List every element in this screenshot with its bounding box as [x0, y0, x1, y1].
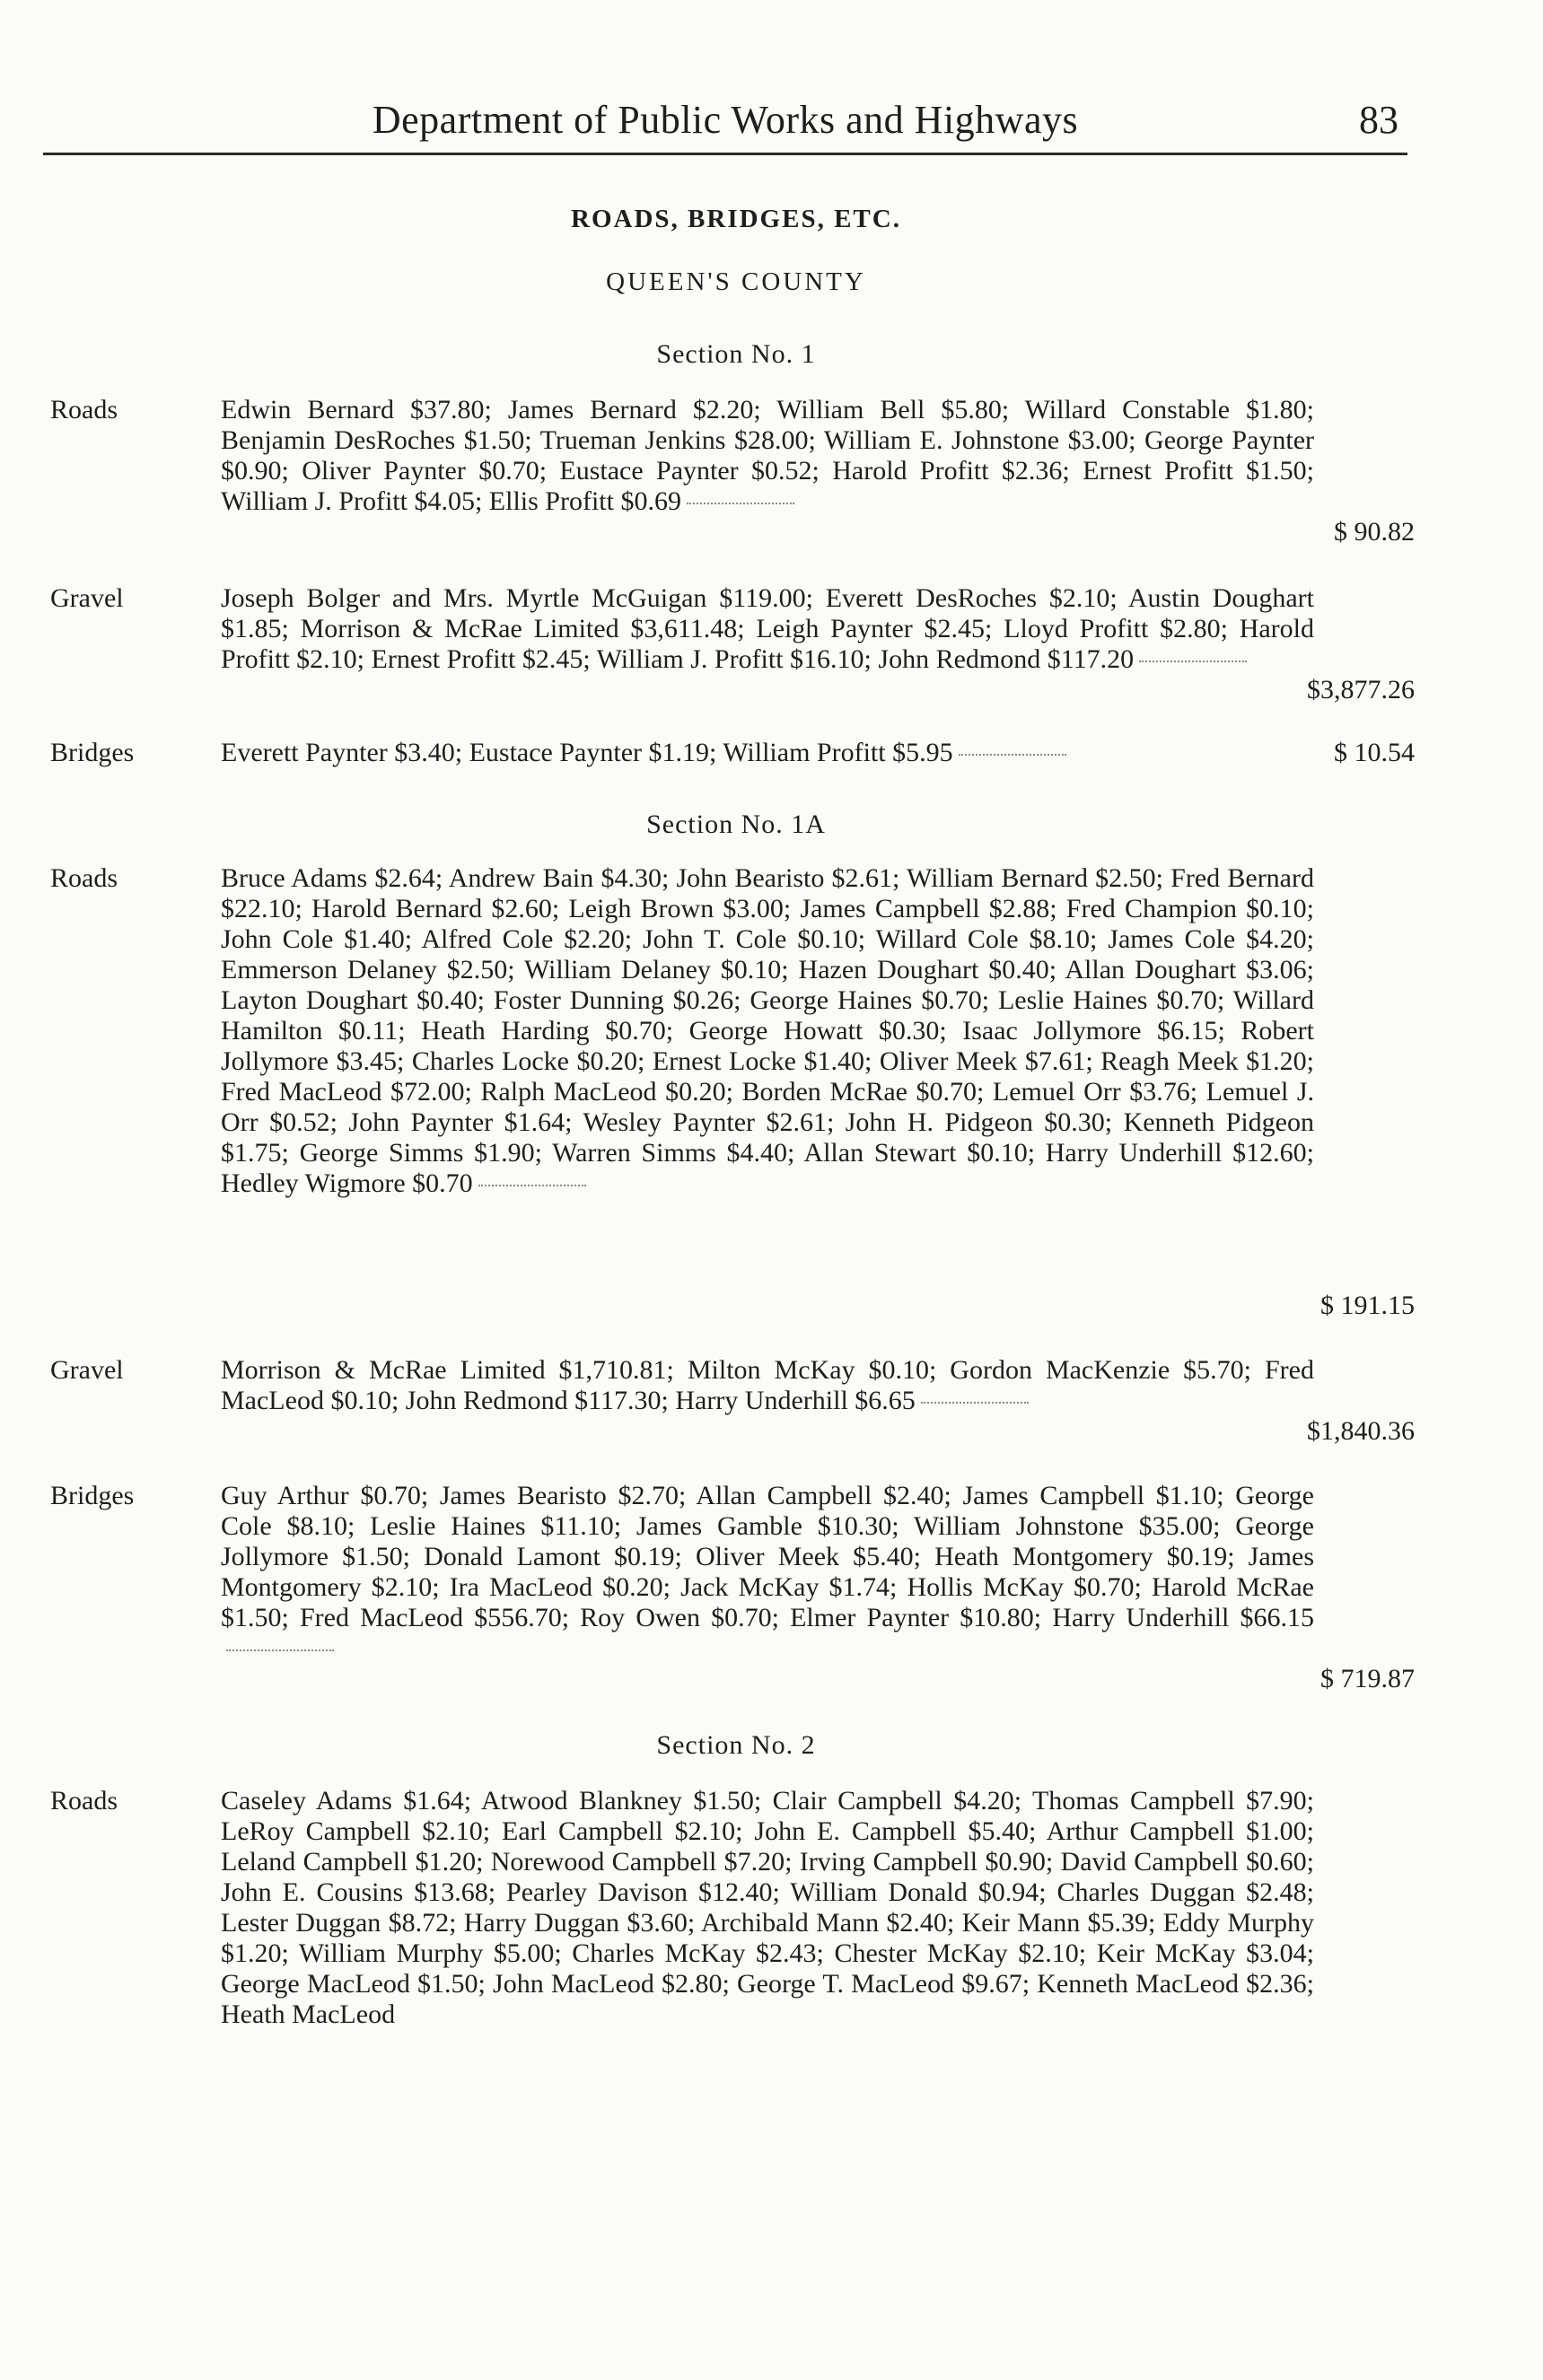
county-heading: QUEEN'S COUNTY: [606, 267, 866, 296]
section-title: Section No. 1: [656, 339, 816, 369]
entry-total: $ 719.87: [1320, 1664, 1415, 1693]
section-title: Section No. 2: [656, 1730, 816, 1760]
entry-text: Bruce Adams $2.64; Andrew Bain $4.30; John Bearisto $2.61; William Bernard $2.50; Fred Bernard $22.10; Harold Bernard $2.60; Leigh Brown $3.00; James Campbell $2.88; Fred Champion $0.10; John Cole $1.40; Alfred Cole $2.20; John T. Cole $0.10; Willard Cole $8.10; James Cole $4.20; Emmerson Delaney $2.50; William Delaney $0.10; Hazen Doughart $0.40; Allan Doughart $3.06; Layton Doughart $0.40; Foster Dunning $0.26; George Haines $0.70; Leslie Haines $0.70; Willard Hamilton $0.11; Heath Harding $0.70; George Howatt $0.30; Isaac Jollymore $6.15; Robert Jollymore $3.45; Charles Locke $0.20; Ernest Locke $1.40; Oliver Meek $7.61; Reagh Meek $1.20; Fred MacLeod $72.00; Ralph MacLeod $0.20; Borden McRae $0.70; Lemuel Orr $3.76; Lemuel J. Orr $0.52; John Paynter $1.64; Wesley Paynter $2.61; John H. Pidgeon $0.30; Kenneth Pidgeon $1.75; George Simms $1.90; Warren Simms $4.40; Allan Stewart $0.10; Harry Underhill $12.60; Hedley Wigmore $0.70: [221, 863, 1314, 1198]
entry-label: Roads: [50, 395, 118, 424]
entry-total: $ 10.54: [1334, 738, 1415, 767]
entry-label: Gravel: [50, 1355, 124, 1385]
header-title: Department of Public Works and Highways: [372, 98, 1079, 142]
running-header: [43, 90, 1407, 155]
entry-label: Bridges: [50, 738, 135, 767]
entry-label: Roads: [50, 1786, 118, 1816]
page-number: 83: [1359, 98, 1398, 142]
section-title: Section No. 1A: [646, 809, 826, 839]
entry-label: Gravel: [50, 583, 124, 613]
entry-text: Caseley Adams $1.64; Atwood Blankney $1.50; Clair Campbell $4.20; Thomas Campbell $7.90; LeRoy Campbell $2.10; Earl Campbell $2.10; John E. Campbell $5.40; Arthur Campbell $1.00; Leland Campbell $1.20; Norewood Campbell $7.20; Irving Campbell $0.90; David Campbell $0.60; John E. Cousins $13.68; Pearley Davison $12.40; William Donald $0.94; Charles Duggan $2.48; Lester Duggan $8.72; Harry Duggan $3.60; Archibald Mann $2.40; Keir Mann $5.39; Eddy Murphy $1.20; William Murphy $5.00; Charles McKay $2.43; Chester McKay $2.10; Keir McKay $3.04; George MacLeod $1.50; John MacLeod $2.80; George T. MacLeod $9.67; Kenneth MacLeod $2.36; Heath MacLeod: [221, 1786, 1314, 2029]
entry-total: $ 191.15: [1320, 1291, 1415, 1320]
main-heading: ROADS, BRIDGES, ETC.: [571, 205, 901, 233]
entry-total: $ 90.82: [1334, 517, 1415, 547]
entry-text: Morrison & McRae Limited $1,710.81; Milton McKay $0.10; Gordon MacKenzie $5.70; Fred MacLeod $0.10; John Redmond $117.30; Harry Underhill $6.65: [221, 1355, 1314, 1415]
entry-text: Edwin Bernard $37.80; James Bernard $2.20; William Bell $5.80; Willard Constable $1.80; Benjamin DesRoches $1.50; Trueman Jenkins $28.00; William E. Johnstone $3.00; George Paynter $0.90; Oliver Paynter $0.70; Eustace Paynter $0.52; Harold Profitt $2.36; Ernest Profitt $1.50; William J. Profitt $4.05; Ellis Profitt $0.69: [221, 395, 1314, 516]
entry-label: Roads: [50, 863, 118, 893]
entry-total: $3,877.26: [1307, 675, 1415, 704]
entry-label: Bridges: [50, 1481, 135, 1510]
entry-text: Joseph Bolger and Mrs. Myrtle McGuigan $119.00; Everett DesRoches $2.10; Austin Doughart $1.85; Morrison & McRae Limited $3,611.48; Leigh Paynter $2.45; Lloyd Profitt $2.80; Harold Profitt $2.10; Ernest Profitt $2.45; William J. Profitt $16.10; John Redmond $117.20: [221, 583, 1314, 674]
entry-text: Guy Arthur $0.70; James Bearisto $2.70; Allan Campbell $2.40; James Campbell $1.10; George Cole $8.10; Leslie Haines $11.10; James Gamble $10.30; William Johnstone $35.00; George Jollymore $1.50; Donald Lamont $0.19; Oliver Meek $5.40; Heath Montgomery $0.19; James Montgomery $2.10; Ira MacLeod $0.20; Jack McKay $1.74; Hollis McKay $0.70; Harold McRae $1.50; Fred MacLeod $556.70; Roy Owen $0.70; Elmer Paynter $10.80; Harry Underhill $66.15: [221, 1481, 1314, 1664]
entry-total: $1,840.36: [1307, 1416, 1415, 1446]
entry-text: Everett Paynter $3.40; Eustace Paynter $1.19; William Profitt $5.95: [221, 738, 1314, 768]
